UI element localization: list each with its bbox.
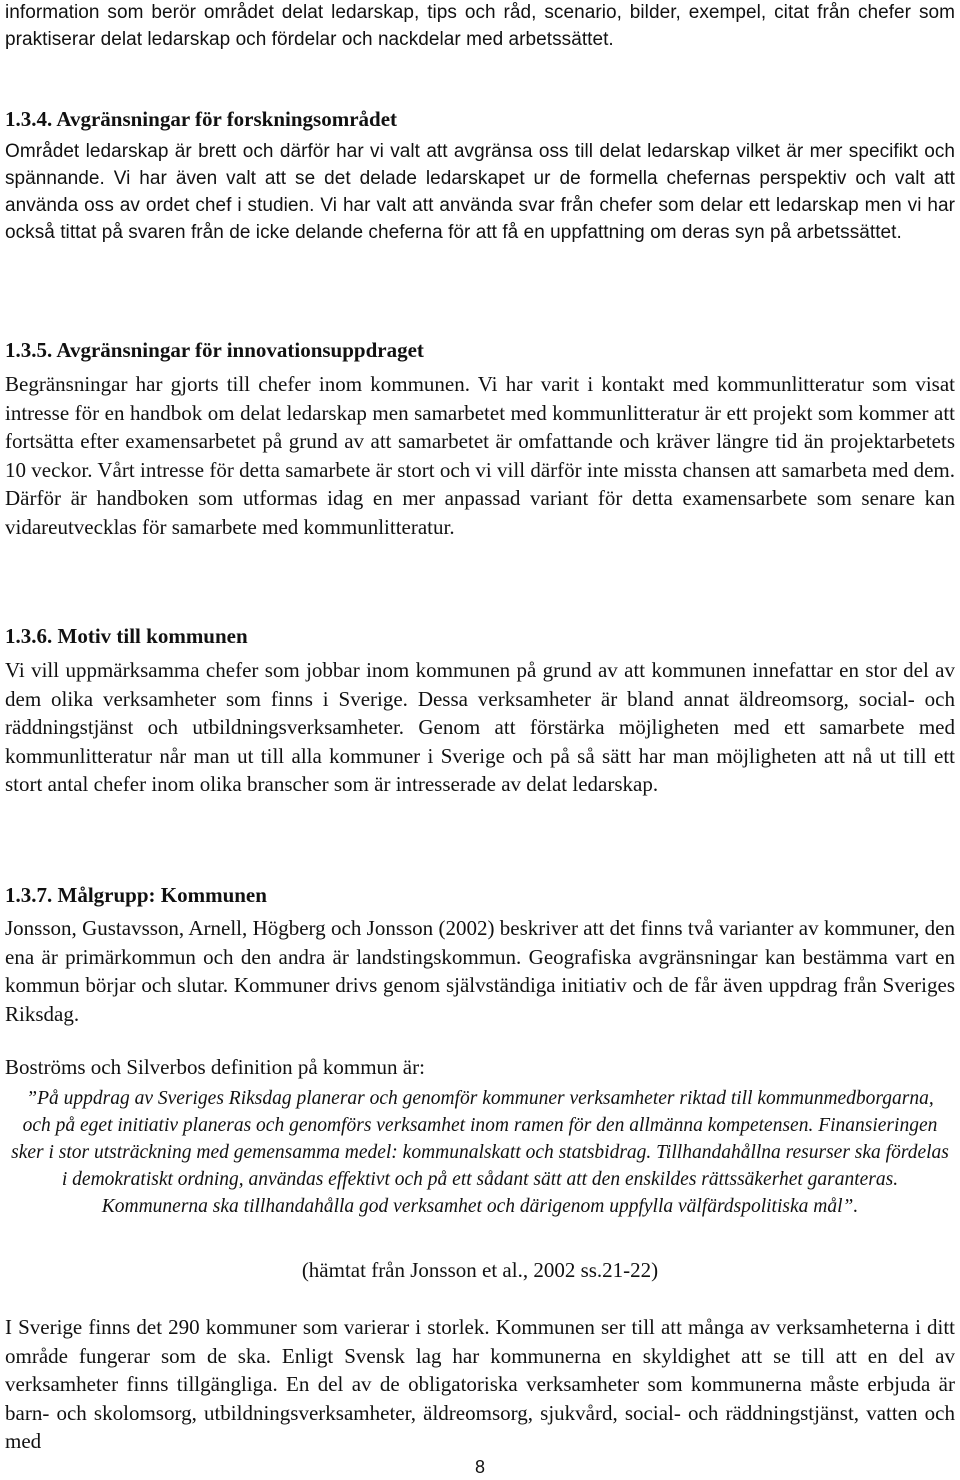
section-134-body: Området ledarskap är brett och därför har vi valt att avgränsa oss till delat ledarskap vilket är mer specifikt och spännande. Vi har även valt att se det delade ledarskapet ur de formella chefernas perspektiv och valt att använda oss av ordet chef i studien. Vi har valt att använda svar från chefer som delar ett ledarskap men vi har också tittat på svaren från de icke delande cheferna för att få en uppfattning om deras syn på arbetssättet. [5, 141, 955, 243]
section-137-body: Jonsson, Gustavsson, Arnell, Högberg och Jonsson (2002) beskriver att det finns två varianter av kommuner, den ena är primärkommun och den andra är landstingskommun. Geografiska avgränsningar kan bestämma vart en kommun börjar och slutar. Kommuner drivs genom självständiga initiativ och de får även uppdrag från Sveriges Riksdag. [5, 916, 955, 1026]
section-134-heading: 1.3.4. Avgränsningar för forskningsområdet [5, 107, 398, 131]
section-137-heading: 1.3.7. Målgrupp: Kommunen [5, 883, 267, 907]
intro-paragraph: information som berör området delat ledarskap, tips och råd, scenario, bilder, exempel, citat från chefer som praktiserar delat ledarskap och fördelar och nackdelar med arbetssättet. [5, 2, 955, 50]
quote-intro: Boströms och Silverbos definition på kommun är: [5, 1055, 425, 1079]
definition-quote: ”På uppdrag av Sveriges Riksdag planerar och genomför kommuner verksamheter riktad till kommunmedborgarna, och på eget initiativ planeras och genomförs verksamhet inom ramen för den allmänna kompetensen. Finansieringen sker i stor utsträckning med gemensamma medel: kommunalskatt och statsbidrag. Tillhandahållna resurser ska fördelas i demokratiskt ordning, användas effektivt och på ett sådant sätt att den enskildes rättssäkerhet garanteras. Kommunerna ska tillhandahålla god verksamhet och därigenom uppfylla välfärdspolitiska mål”. [11, 1088, 949, 1217]
page-number: 8 [474, 1457, 485, 1477]
section-135-heading: 1.3.5. Avgränsningar för innovationsuppdraget [5, 338, 424, 362]
section-136-heading: 1.3.6. Motiv till kommunen [5, 624, 248, 648]
section-136-body: Vi vill uppmärksamma chefer som jobbar inom kommunen på grund av att kommunen innefattar en stor del av dem olika verksamheter som finns i Sverige. Dessa verksamheter är bland annat äldreomsorg, social- och räddningstjänst och utbildningsverksamheter. Genom att förstärka möjligheten med ett samarbete med kommunlitteratur når man ut till alla kommuner i Sverige och på så sätt har man möjligheten att nå ut till ett stort antal chefer inom olika branscher som är intresserade av delat ledarskap. [5, 658, 955, 797]
document-page [5, 0, 955, 1480]
section-135-body: Begränsningar har gjorts till chefer inom kommunen. Vi har varit i kontakt med kommunlitteratur som visat intresse för en handbok om delat ledarskap men samarbetet med kommunlitteratur är ett projekt som kommer att fortsätta efter examensarbetet på grund av att samarbetet är omfattande och kräver längre tid än projektarbetets 10 veckor. Vårt intresse för detta samarbete är stort och vi vill därför inte missta chansen att samarbeta med dem. Därför är handboken som utformas idag en mer anpassad variant för detta examensarbete som senare kan vidareutvecklas för samarbete med kommunlitteratur. [5, 372, 955, 539]
closing-paragraph: I Sverige finns det 290 kommuner som varierar i storlek. Kommunen ser till att många av verksamheterna i ditt område fungerar som de ska. Enligt Svensk lag har kommunerna en skyldighet att se till att en del av verksamheter finns tillgängliga. En del av de obligatoriska verksamheter som kommunerna måste erbjuda är barn- och skolomsorg, utbildningsverksamheter, äldreomsorg, sjukvård, social- och räddningstjänst, vatten och med [5, 1315, 955, 1454]
quote-source: (hämtat från Jonsson et al., 2002 ss.21-22) [301, 1258, 659, 1282]
